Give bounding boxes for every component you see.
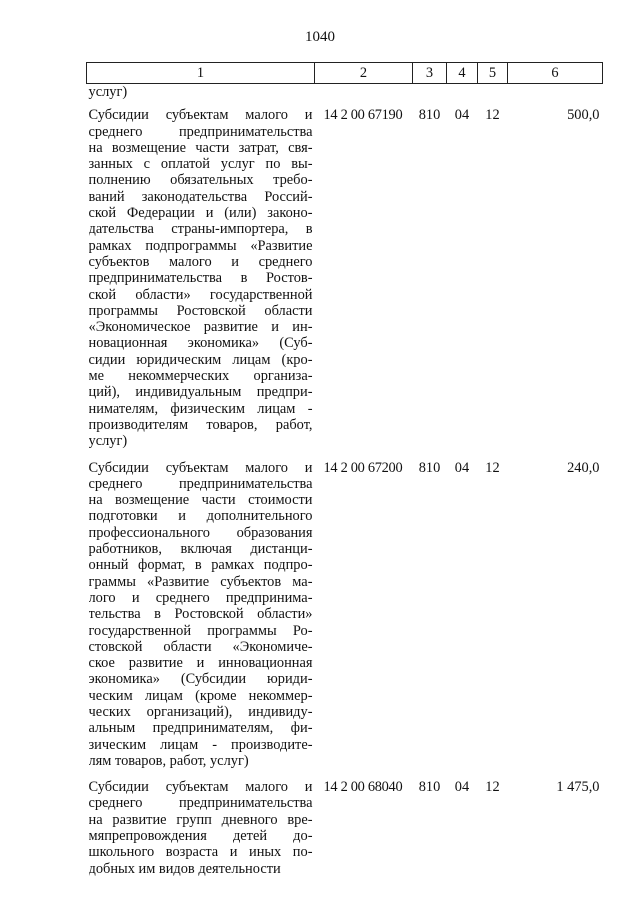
page-number: 1040 [305,29,335,45]
row-rz-cell: 04 [454,779,470,796]
row-code-cell: 14 2 00 67190 [323,107,403,124]
name-line: сидии юридическим лицам (кро- [88,351,313,368]
name-line: рамках подпрограммы «Развитие [88,237,313,254]
table-row [87,460,603,780]
row-pr-cell: 12 [485,459,500,476]
row-pr-cell: 12 [485,779,500,796]
header-cell-code: 2 [315,63,413,84]
name-line: лого и среднего предпринима- [88,589,313,606]
name-line: онный формат, в рамках подпро- [88,557,313,574]
name-line: среднего предпринимательства [88,475,313,492]
name-line: альным предпринимателям, фи- [88,720,313,737]
name-line: ческих организаций), индивиду- [88,703,313,720]
row-vr-cell: 810 [418,459,441,476]
name-line: тельства в Ростовской области» [88,606,313,623]
row-sum-cell: 240,0 [567,459,600,476]
name-line: программы Ростовской области [88,302,313,319]
row-code-cell: 14 2 00 67200 [323,459,403,476]
row-name-cell [87,460,315,780]
name-line: занных с оплатой услуг по вы- [88,156,313,173]
name-line: ческим лицам (кроме некоммер- [88,687,313,704]
header-cell-pr: 5 [478,63,508,84]
name-line: граммы «Развитие субъектов ма- [88,573,313,590]
name-line: добных им видов деятельности [88,860,281,877]
row-vr-cell: 810 [418,107,441,124]
row-sum-cell: 500,0 [567,107,600,124]
name-line: Субсидии субъектам малого и [88,107,313,124]
continuation-row [87,84,603,108]
name-line: экономика» (Субсидии юриди- [88,671,313,688]
name-line: ваний законодательства Россий- [88,188,313,205]
header-cell-name: 1 [87,63,315,84]
name-line: среднего предпринимательства [88,123,313,140]
row-name-cell [87,107,315,459]
name-line: «Экономическое развитие и ин- [88,319,313,336]
name-line: мяпрепровождения детей до- [88,828,313,845]
name-line: нимателям, физическим лицам - [88,400,313,417]
name-line: предпринимательства в Ростов- [88,270,313,287]
row-vr-cell: 810 [418,779,441,796]
name-line: полнению обязательных требо- [88,172,313,189]
name-line: дательства страны-импортера, в [88,221,313,238]
name-line: ме некоммерческих организа- [88,368,313,385]
row-code-cell: 14 2 00 68040 [323,779,403,796]
header-cell-sum: 6 [508,63,603,84]
name-line: новационная экономика» (Суб- [88,335,313,352]
name-line: на развитие групп дневного вре- [88,811,313,828]
name-line: ской Федерации и (или) законо- [88,205,313,222]
row-rz-cell: 04 [454,459,470,476]
row-sum-cell: 1 475,0 [556,779,600,796]
name-line: ское развитие и инновационная [88,655,313,672]
row-pr-cell: 12 [485,107,500,124]
name-line: подготовки и дополнительного [88,508,313,525]
name-line: работников, включая дистанци- [88,541,313,558]
name-line: производителям товаров, работ, [88,416,313,433]
name-line: среднего предпринимательства [88,795,313,812]
name-line: профессионального образования [88,524,313,541]
row-rz-cell: 04 [454,107,470,124]
name-line: ской области» государственной [88,286,313,303]
name-line: стовской области «Экономиче- [88,638,313,655]
header-cell-rz: 4 [447,63,478,84]
row-name-cell [87,779,315,887]
table-row [87,779,603,887]
name-line: лям товаров, работ, услуг) [88,752,249,769]
name-line: на возмещение части затрат, свя- [88,139,313,156]
table-row [87,107,603,459]
name-line: Субсидии субъектам малого и [88,779,313,796]
continuation-text: услуг) [88,84,128,100]
budget-table [86,62,603,887]
name-line: на возмещение части стоимости [88,492,313,509]
header-row [87,63,603,84]
name-line: Субсидии субъектам малого и [88,459,313,476]
name-line: государственной программы Ро- [88,622,313,639]
header-cell-vr: 3 [413,63,447,84]
name-line: школьного возраста и иных по- [88,844,313,861]
name-line: субъектов малого и среднего [88,253,313,270]
name-line: ций), индивидуальным предпри- [88,384,313,401]
name-line: зическим лицам - производите- [88,736,313,753]
name-line: услуг) [88,433,128,450]
